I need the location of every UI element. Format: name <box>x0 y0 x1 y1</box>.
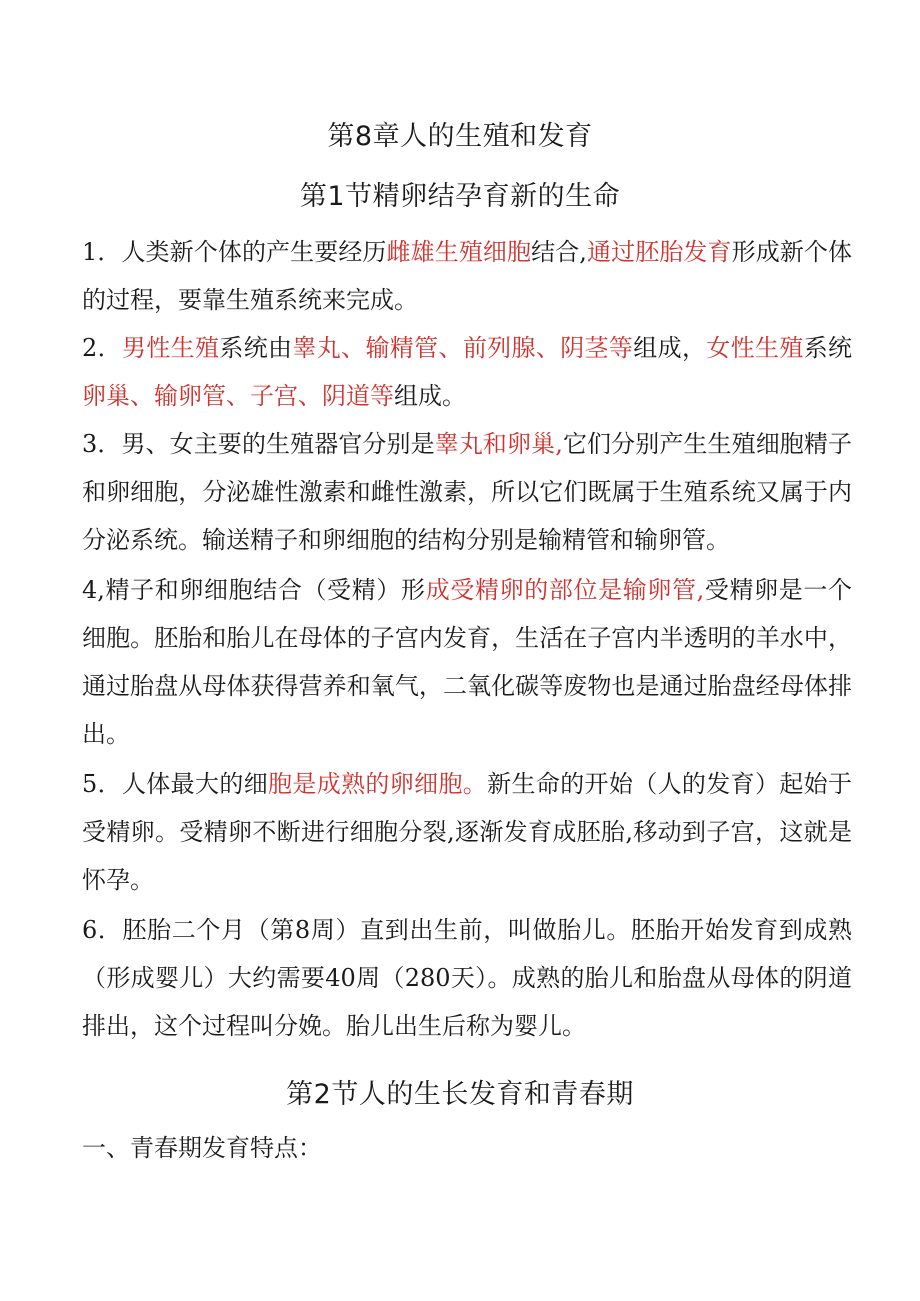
text-segment: 组成， <box>633 334 707 362</box>
text-segment: 新生命的开始（人的发育）起始于受精卵。受精卵不断进行细胞分裂,逐渐发育成胚胎,移动到子宫，这就是怀孕。 <box>82 770 853 894</box>
paragraph-1 <box>82 228 852 324</box>
highlighted-text: 通过胚胎发育 <box>586 238 732 266</box>
text-segment: 系统 <box>803 334 853 362</box>
text-segment: 受精卵是一个细胞。胚胎和胎儿在母体的子宫内发育，生活在子宫内半透明的羊水中，通过胎盘从母体获得营养和氧气，二氧化碳等废物也是通过胎盘经母体排出。 <box>82 576 852 748</box>
highlighted-text: 男性生殖 <box>121 334 220 362</box>
paragraph-4 <box>82 566 852 758</box>
text-segment: 5．人体最大的细 <box>82 770 269 798</box>
highlighted-text: 睾丸和卵巢, <box>434 430 563 458</box>
highlighted-text: 雌雄生殖细胞 <box>386 238 532 266</box>
highlighted-text: 胞是成熟的卵细胞。 <box>268 770 488 798</box>
text-segment: 1．人类新个体的产生要经历 <box>82 238 387 266</box>
section-2-title: 第2节人的生长发育和青春期 <box>286 1079 634 1110</box>
paragraph-5 <box>82 760 852 904</box>
text-segment: 形成新个体的过程，要靠生殖系统来完成。 <box>82 238 853 314</box>
text-segment: 3．男、女主要的生殖器官分别是 <box>82 430 435 458</box>
paragraph-3 <box>82 420 852 564</box>
text-segment: 结合, <box>531 238 587 266</box>
paragraph-2 <box>82 324 852 420</box>
text-segment: 6．胚胎二个月（第8周）直到出生前，叫做胎儿。胚胎开始发育到成熟（形成婴儿）大约需要40周（280天）。成熟的胎儿和胎盘从母体的阴道排出，这个过程叫分娩。胎儿出生后称为婴儿。 <box>82 916 852 1040</box>
highlighted-text: 睾丸、输精管、前列腺、阴茎等 <box>292 334 634 362</box>
text-segment: 组成。 <box>394 382 466 410</box>
highlighted-text: 成受精卵的部位是输卵管, <box>425 576 705 604</box>
chapter-title: 第8章人的生殖和发育 <box>327 121 593 152</box>
highlighted-text: 女性生殖 <box>706 334 804 362</box>
paragraph-6 <box>82 906 852 1050</box>
text-segment: 2． <box>82 334 122 362</box>
highlighted-text: 卵巢、输卵管、子宫、阴道等 <box>82 382 394 410</box>
section-1-title: 第1节精卵结孕育新的生命 <box>299 181 621 212</box>
section-2-subheading: 一、青春期发育特点： <box>82 1134 322 1162</box>
text-segment: 它们分别产生生殖细胞精子和卵细胞，分泌雄性激素和雌性激素，所以它们既属于生殖系统又属于内分泌系统。输送精子和卵细胞的结构分别是输精管和输卵管。 <box>82 430 852 554</box>
text-segment: 4,精子和卵细胞结合（受精）形 <box>82 576 426 604</box>
text-segment: 系统由 <box>219 334 293 362</box>
